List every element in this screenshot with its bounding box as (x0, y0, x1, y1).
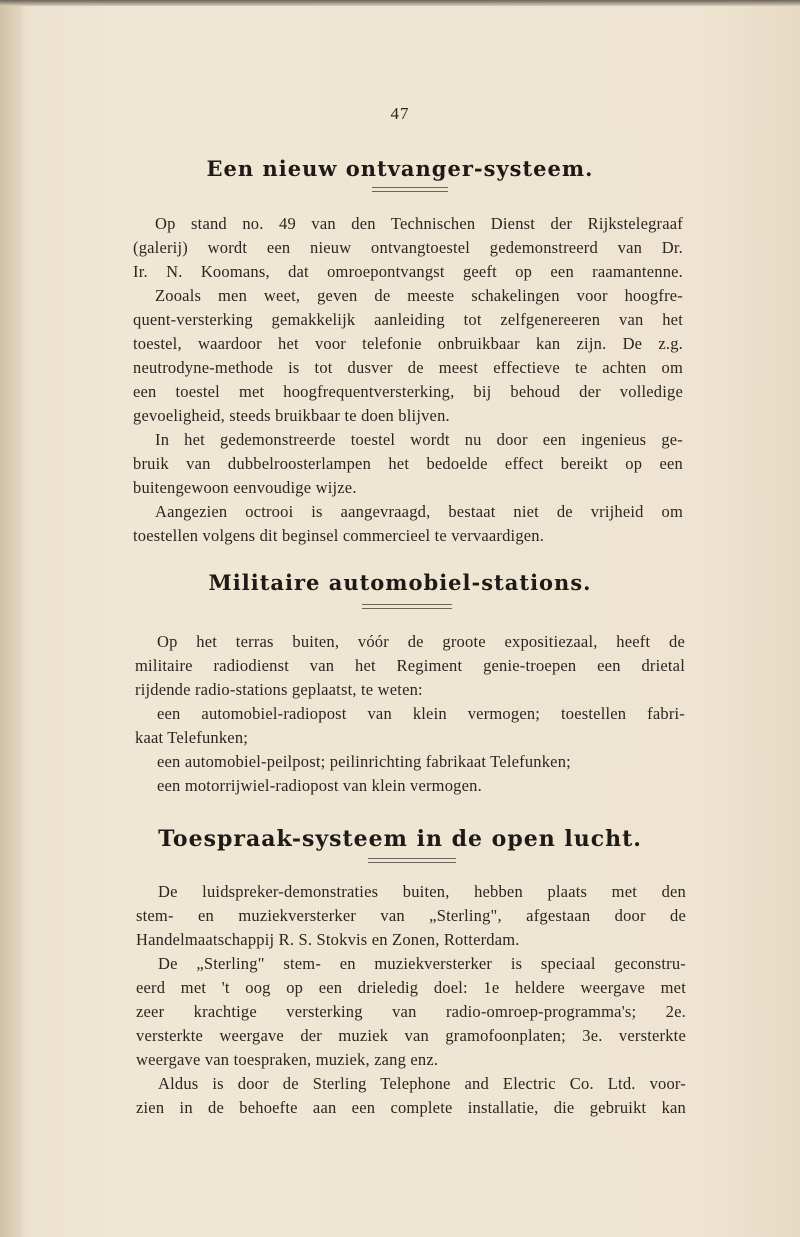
text-line: quent-versterking gemakkelijk aanleiding tot zelfgenereeren van het (133, 310, 683, 329)
text-line: De „Sterling" stem- en muziekversterker is speciaal geconstru- (158, 954, 686, 973)
text-line: eerd met 't oog op een drieledig doel: 1e heldere weergave met (136, 978, 686, 997)
text-line: een motorrijwiel-radiopost van klein vermogen. (157, 776, 482, 795)
section-heading-toespraak: Toespraak-systeem in de open lucht. (158, 826, 642, 852)
text-line: kaat Telefunken; (135, 728, 249, 747)
text-line: een automobiel-radiopost van klein vermogen; toestellen fabri- (157, 704, 685, 723)
heading-rule (368, 858, 456, 863)
text-line: (galerij) wordt een nieuw ontvangtoestel gedemonstreerd van Dr. (133, 238, 683, 257)
page-binding (0, 0, 22, 1237)
text-line: versterkte weergave der muziek van gramofoonplaten; 3e. versterkte (136, 1026, 686, 1045)
page-top-edge (0, 0, 800, 6)
heading-rule (372, 187, 448, 192)
text-line: Handelmaatschappij R. S. Stokvis en Zonen, Rotterdam. (136, 930, 520, 949)
text-line: toestellen volgens dit beginsel commercieel te vervaardigen. (133, 526, 545, 545)
heading-rule (362, 604, 452, 609)
text-line: stem- en muziekversterker van „Sterling", afgestaan door de (136, 906, 686, 925)
section-heading-militaire: Militaire automobiel-stations. (208, 570, 592, 595)
text-line: Ir. N. Koomans, dat omroepontvangst geeft op een raamantenne. (133, 262, 683, 281)
text-line: rijdende radio-stations geplaatst, te weten: (135, 680, 423, 699)
text-line: toestel, waardoor het voor telefonie onbruikbaar kan zijn. De z.g. (133, 334, 683, 353)
text-line: zeer krachtige versterking van radio-omroep-programma's; 2e. (136, 1002, 686, 1021)
text-line: Op stand no. 49 van den Technischen Dienst der Rijkstelegraaf (155, 214, 683, 233)
text-line: bruik van dubbelroosterlampen het bedoelde effect bereikt op een (133, 454, 683, 473)
text-line: buitengewoon eenvoudige wijze. (133, 478, 357, 497)
text-line: een automobiel-peilpost; peilinrichting fabrikaat Telefunken; (157, 752, 571, 771)
text-line: militaire radiodienst van het Regiment genie-troepen een drietal (135, 656, 685, 675)
text-line: De luidspreker-demonstraties buiten, hebben plaats met den (158, 882, 686, 901)
text-line: gevoeligheid, steeds bruikbaar te doen blijven. (133, 406, 450, 425)
section-body-toespraak (136, 880, 686, 1120)
text-line: Op het terras buiten, vóór de groote expositiezaal, heeft de (157, 632, 685, 651)
section-body-militaire (135, 630, 685, 798)
text-line: In het gedemonstreerde toestel wordt nu door een ingenieus ge- (155, 430, 683, 449)
text-line: weergave van toespraken, muziek, zang enz. (136, 1050, 439, 1069)
text-line: een toestel met hoogfrequentversterking, bij behoud der volledige (133, 382, 683, 401)
text-line: neutrodyne-methode is tot dusver de meest effectieve te achten om (133, 358, 683, 377)
section-heading-ontvanger: Een nieuw ontvanger-systeem. (206, 156, 594, 181)
page-number: 47 (390, 104, 410, 123)
text-line: Zooals men weet, geven de meeste schakelingen voor hoogfre- (155, 286, 683, 305)
text-line: Aldus is door de Sterling Telephone and Electric Co. Ltd. voor- (158, 1074, 686, 1093)
text-line: zien in de behoefte aan een complete installatie, die gebruikt kan (136, 1098, 686, 1117)
text-line: Aangezien octrooi is aangevraagd, bestaat niet de vrijheid om (155, 502, 683, 521)
section-body-ontvanger (133, 212, 683, 548)
